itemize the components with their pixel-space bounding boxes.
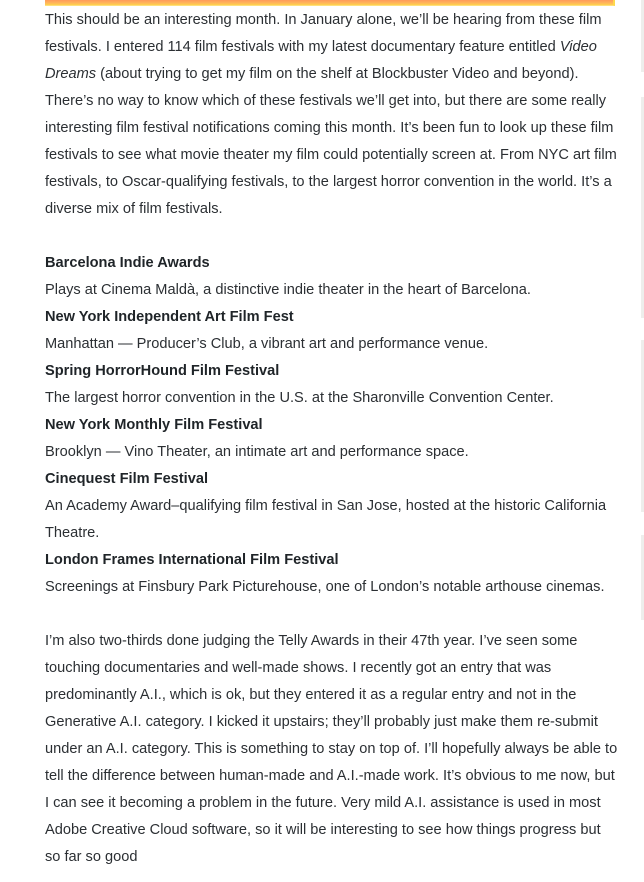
article-body — [45, 7, 620, 871]
festival-description: An Academy Award–qualifying film festival in San Jose, hosted at the historic California Theatre. — [45, 498, 607, 541]
closing-paragraph: I’m also two-thirds done judging the Telly Awards in their 47th year. I’ve seen some touching documentaries and well-made shows. I recently got an entry that was predominantly A.I., which is ok, but they entered it as a regular entry and not in the Generative A.I. category. I kicked it upstairs; they’ll probably just make them re-submit under an A.I. category. This is something to stay on top of. I’ll hopefully always be able to tell the difference between human-made and A.I.-made work. It’s obvious to me now, but I can see it becoming a problem in the future. Very mild A.I. assistance is used in most Adobe Creative Cloud software, so it will be interesting to see how things progress but so far so good — [45, 633, 618, 865]
intro-paragraph — [45, 7, 620, 223]
festival-name: Spring HorrorHound Film Festival — [45, 363, 280, 379]
festival-name: New York Monthly Film Festival — [45, 417, 263, 433]
spacer — [45, 601, 620, 628]
festival-description: The largest horror convention in the U.S. at the Sharonville Convention Center. — [45, 390, 554, 406]
festival-name: Cinequest Film Festival — [45, 471, 209, 487]
festival-name: Barcelona Indie Awards — [45, 255, 210, 271]
festival-description: Screenings at Finsbury Park Picturehouse, one of London’s notable arthouse cinemas. — [45, 579, 605, 595]
festival-description: Plays at Cinema Maldà, a distinctive indie theater in the heart of Barcelona. — [45, 282, 531, 298]
festival-name: London Frames International Film Festival — [45, 552, 339, 568]
film-title: Video Dreams — [45, 39, 597, 82]
festival-name: New York Independent Art Film Fest — [45, 309, 294, 325]
festival-list — [45, 250, 620, 601]
intro-text-continued: (about trying to get my film on the shelf at Blockbuster Video and beyond). There’s no way to know which of these festivals we’ll get into, but there are some really interesting film festival notifications coming this month. It’s been fun to look up these film festivals to see what movie theater my film could potentially screen at. From NYC art film festivals, to Oscar-qualifying festivals, to the largest horror convention in the world. It’s a diverse mix of film festivals. — [45, 66, 617, 217]
top-banner-image — [45, 0, 615, 6]
festival-description: Manhattan — Producer’s Club, a vibrant art and performance venue. — [45, 336, 489, 352]
intro-text: This should be an interesting month. In January alone, we’ll be hearing from these film festivals. I entered 114 film festivals with my latest documentary feature entitled — [45, 12, 602, 55]
spacer — [45, 223, 620, 250]
festival-description: Brooklyn — Vino Theater, an intimate art and performance space. — [45, 444, 469, 460]
